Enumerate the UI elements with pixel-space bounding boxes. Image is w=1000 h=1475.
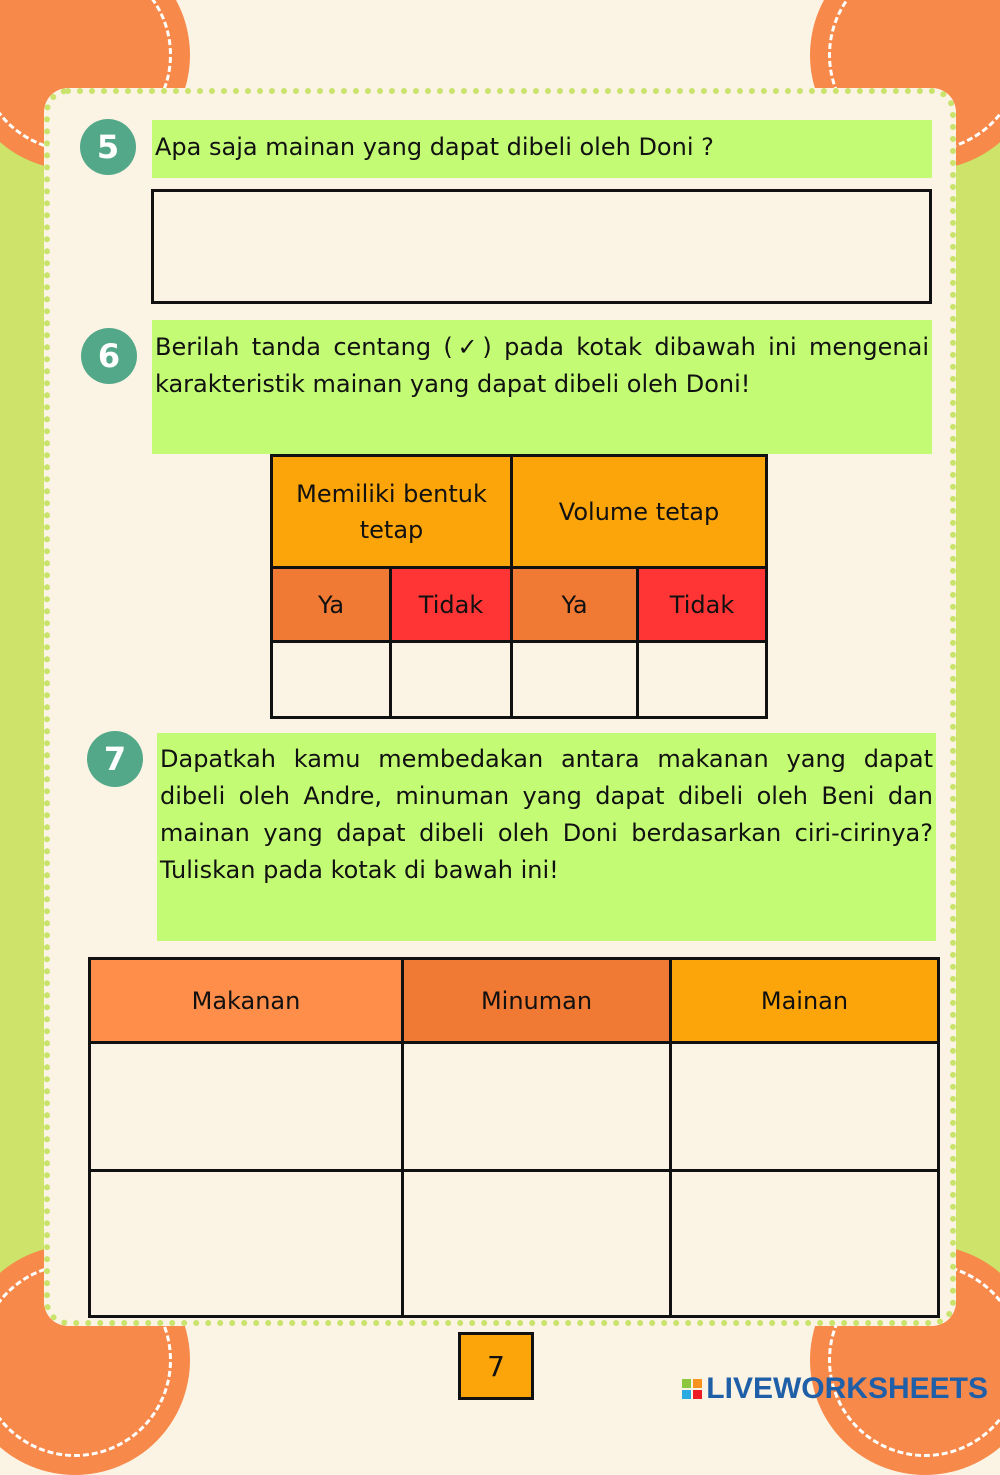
question-7-answer-table	[88, 957, 940, 1318]
liveworksheets-logo-icon	[682, 1379, 702, 1399]
page-number: 7	[458, 1332, 534, 1400]
question-7-text: Dapatkah kamu membedakan antara makanan yang dapat dibeli oleh Andre, minuman yang dapat dibeli oleh Beni dan mainan yang dapat dibeli oleh Doni berdasarkan ciri-cirinya? Tuliskan pada kotak di bawah ini!	[157, 733, 936, 941]
question-6-text: Berilah tanda centang (✓) pada kotak dibawah ini mengenai karakteristik mainan yang dapat dibeli oleh Doni!	[152, 320, 932, 454]
right-green-strip	[952, 0, 1000, 1415]
answer-makanan-2[interactable]	[90, 1171, 403, 1317]
answer-minuman-1[interactable]	[403, 1043, 671, 1171]
checkbox-volume-ya[interactable]	[512, 642, 638, 718]
answer-mainan-2[interactable]	[671, 1171, 939, 1317]
left-green-strip	[0, 0, 48, 1415]
header-tidak-bentuk: Tidak	[391, 568, 512, 642]
header-mainan: Mainan	[671, 959, 939, 1043]
header-volume-tetap: Volume tetap	[512, 456, 767, 568]
checkbox-bentuk-tidak[interactable]	[391, 642, 512, 718]
question-7-number: 7	[87, 731, 143, 787]
header-bentuk-tetap: Memiliki bentuk tetap	[272, 456, 512, 568]
question-6-number: 6	[81, 328, 137, 384]
header-ya-volume: Ya	[512, 568, 638, 642]
question-5-text: Apa saja mainan yang dapat dibeli oleh Doni ?	[152, 120, 932, 178]
answer-mainan-1[interactable]	[671, 1043, 939, 1171]
question-5-number: 5	[80, 119, 136, 175]
question-6-checklist-table	[270, 454, 768, 719]
header-minuman: Minuman	[403, 959, 671, 1043]
question-5-answer-box[interactable]	[151, 189, 932, 304]
logo-text: LIVEWORKSHEETS	[706, 1372, 988, 1405]
checkbox-volume-tidak[interactable]	[638, 642, 767, 718]
liveworksheets-logo[interactable]	[682, 1372, 988, 1406]
answer-makanan-1[interactable]	[90, 1043, 403, 1171]
checkbox-bentuk-ya[interactable]	[272, 642, 391, 718]
header-tidak-volume: Tidak	[638, 568, 767, 642]
header-ya-bentuk: Ya	[272, 568, 391, 642]
answer-minuman-2[interactable]	[403, 1171, 671, 1317]
header-makanan: Makanan	[90, 959, 403, 1043]
